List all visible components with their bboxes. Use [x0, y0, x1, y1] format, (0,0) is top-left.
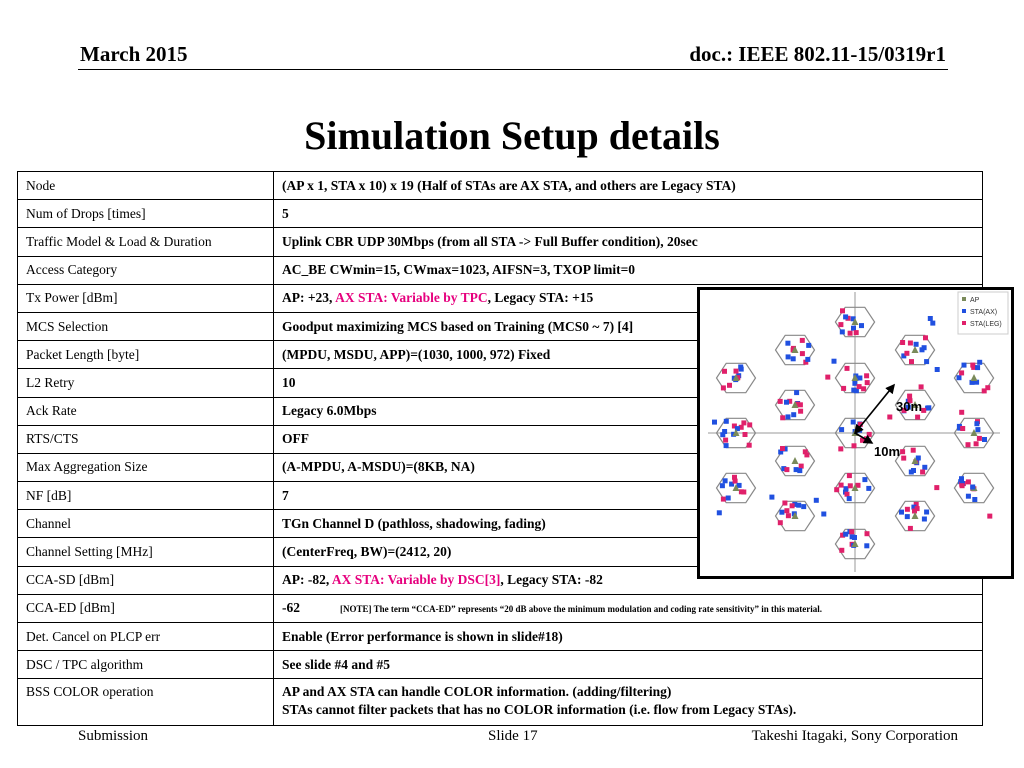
legacy-sta-marker [803, 449, 808, 454]
legacy-sta-marker [919, 384, 924, 389]
ax-sta-marker [791, 356, 796, 361]
legacy-sta-marker [907, 394, 912, 399]
legacy-sta-marker [798, 409, 803, 414]
ax-sta-marker [922, 517, 927, 522]
legacy-sta-marker [721, 497, 726, 502]
legacy-sta-marker [865, 380, 870, 385]
ax-sta-marker [911, 468, 916, 473]
legacy-sta-marker [838, 322, 843, 327]
legacy-sta-marker [845, 366, 850, 371]
legacy-sta-marker [987, 514, 992, 519]
value-text: Legacy 6.0Mbps [282, 403, 377, 419]
legacy-sta-marker [841, 386, 846, 391]
legend-label: AP [970, 297, 980, 304]
ax-sta-marker [720, 483, 725, 488]
ax-sta-marker [779, 510, 784, 515]
legacy-sta-marker [970, 363, 975, 368]
highlight-text: AX STA: Variable by TPC [335, 290, 488, 306]
legend-swatch [962, 321, 966, 325]
ax-sta-marker [935, 367, 940, 372]
param-cell: L2 Retry [18, 369, 274, 397]
ax-sta-marker [717, 510, 722, 515]
legend-label: STA(LEG) [970, 321, 1002, 328]
value-cell [274, 623, 983, 651]
legacy-sta-marker [784, 508, 789, 513]
value-text: TGn Channel D (pathloss, shadowing, fading) [282, 515, 546, 531]
legacy-sta-marker [784, 467, 789, 472]
legacy-sta-marker [908, 526, 913, 531]
legacy-sta-marker [780, 446, 785, 451]
legacy-sta-marker [743, 432, 748, 437]
legacy-sta-marker [861, 386, 866, 391]
value-cell [274, 679, 983, 726]
topology-figure [697, 287, 1014, 579]
ax-sta-marker [905, 514, 910, 519]
param-cell: CCA-ED [dBm] [18, 594, 274, 622]
legacy-sta-marker [854, 330, 859, 335]
header-date: March 2015 [80, 42, 188, 66]
legacy-sta-marker [747, 422, 752, 427]
ap-marker [792, 457, 799, 464]
legacy-sta-marker [905, 507, 910, 512]
value-text: (AP x 1, STA x 10) x 19 (Half of STAs are AX STA, and others are Legacy STA) [282, 177, 736, 193]
ax-sta-marker [712, 420, 717, 425]
ax-sta-marker [785, 341, 790, 346]
legacy-sta-marker [857, 384, 862, 389]
value-text: AP: -82, [282, 572, 332, 588]
legacy-sta-marker [790, 503, 795, 508]
slide-title: Simulation Setup details [304, 113, 720, 158]
ax-sta-marker [928, 316, 933, 321]
ax-sta-marker [724, 419, 729, 424]
footer-slide-number: Slide 17 [488, 728, 538, 744]
ax-sta-marker [840, 329, 845, 334]
ax-sta-marker [794, 467, 799, 472]
legacy-sta-marker [865, 531, 870, 536]
table-row [18, 679, 983, 726]
ax-sta-marker [864, 543, 869, 548]
legacy-sta-marker [915, 415, 920, 420]
ax-sta-marker [720, 432, 725, 437]
ax-sta-marker [914, 342, 919, 347]
legacy-sta-marker [721, 385, 726, 390]
legacy-sta-marker [934, 485, 939, 490]
ax-sta-marker [916, 456, 921, 461]
ax-sta-marker [959, 476, 964, 481]
legacy-sta-marker [747, 443, 752, 448]
ax-sta-marker [924, 510, 929, 515]
value-text: (CenterFreq, BW)=(2412, 20) [282, 544, 452, 560]
legacy-sta-marker [960, 426, 965, 431]
legacy-sta-marker [959, 370, 964, 375]
legacy-sta-marker [960, 483, 965, 488]
value-text: Uplink CBR UDP 30Mbps (from all STA -> Full Buffer condition), 20sec [282, 233, 698, 249]
ax-sta-marker [832, 359, 837, 364]
param-cell: Packet Length [byte] [18, 341, 274, 369]
legacy-sta-marker [741, 420, 746, 425]
legacy-sta-marker [900, 340, 905, 345]
param-cell: Max Aggregation Size [18, 453, 274, 481]
ax-sta-marker [930, 321, 935, 326]
value-text: 10 [282, 374, 296, 390]
ax-sta-marker [924, 359, 929, 364]
value-text: AP and AX STA can handle COLOR information. (adding/filtering) [282, 684, 672, 700]
legacy-sta-marker [798, 402, 803, 407]
ax-sta-marker [786, 354, 791, 359]
param-cell: RTS/CTS [18, 425, 274, 453]
topology-diagram [700, 290, 1011, 576]
legacy-sta-marker [911, 448, 916, 453]
ax-sta-marker [805, 357, 810, 362]
legacy-sta-marker [977, 436, 982, 441]
table-row [18, 623, 983, 651]
ap-marker [912, 346, 919, 353]
ax-sta-marker [821, 512, 826, 517]
value-text: AC_BE CWmin=15, CWmax=1023, AIFSN=3, TXOP limit=0 [282, 262, 636, 278]
ax-sta-marker [806, 343, 811, 348]
legend-label: STA(AX) [970, 309, 998, 316]
ax-sta-marker [862, 477, 867, 482]
table-row [18, 256, 983, 284]
param-cell: Node [18, 172, 274, 200]
value-text: (MPDU, MSDU, APP)=(1030, 1000, 972) Fixed [282, 346, 551, 362]
ax-sta-marker [975, 427, 980, 432]
legacy-sta-marker [966, 442, 971, 447]
ax-sta-marker [957, 375, 962, 380]
ax-sta-marker [857, 376, 862, 381]
ax-sta-marker [926, 405, 931, 410]
ax-sta-marker [786, 414, 791, 419]
header-doc-id: doc.: IEEE 802.11-15/0319r1 [689, 42, 946, 66]
legacy-sta-marker [734, 369, 739, 374]
legacy-sta-marker [848, 483, 853, 488]
ax-sta-marker [922, 465, 927, 470]
ax-sta-marker [739, 367, 744, 372]
param-cell: BSS COLOR operation [18, 679, 274, 726]
legacy-sta-marker [845, 492, 850, 497]
legacy-sta-marker [723, 438, 728, 443]
ax-sta-marker [859, 323, 864, 328]
legacy-sta-marker [923, 335, 928, 340]
legacy-sta-marker [739, 489, 744, 494]
value-cell [274, 651, 983, 679]
legacy-sta-marker [852, 443, 857, 448]
value-cell [274, 200, 983, 228]
note-text: [NOTE] The term “CCA-ED” represents “20 dB above the minimum modulation and coding rate sensitivity” in this material. [340, 604, 823, 615]
ax-sta-marker [851, 420, 856, 425]
param-cell: Ack Rate [18, 397, 274, 425]
ax-sta-marker [801, 504, 806, 509]
table-row [18, 651, 983, 679]
ax-sta-marker [977, 360, 982, 365]
legacy-sta-marker [901, 456, 906, 461]
ax-sta-marker [970, 485, 975, 490]
value-cell [274, 172, 983, 200]
param-cell: NF [dB] [18, 482, 274, 510]
ax-sta-marker [796, 503, 801, 508]
ax-sta-marker [972, 497, 977, 502]
value-cell [274, 256, 983, 284]
ax-sta-marker [899, 510, 904, 515]
param-cell: Det. Cancel on PLCP err [18, 623, 274, 651]
param-cell: Num of Drops [times] [18, 200, 274, 228]
legacy-sta-marker [959, 410, 964, 415]
highlight-text: AX STA: Variable by DSC[3] [331, 572, 501, 588]
legacy-sta-marker [780, 415, 785, 420]
legacy-sta-marker [834, 487, 839, 492]
ax-sta-marker [843, 532, 848, 537]
legacy-sta-marker [974, 441, 979, 446]
footer-author: Takeshi Itagaki, Sony Corporation [751, 728, 958, 744]
param-cell: MCS Selection [18, 312, 274, 340]
value-text: 5 [282, 205, 289, 221]
value-text: AP: +23, [282, 290, 336, 306]
ax-sta-marker [723, 478, 728, 483]
ax-sta-marker [724, 443, 729, 448]
header-rule [78, 69, 948, 70]
ax-sta-marker [922, 345, 927, 350]
ax-sta-marker [962, 363, 967, 368]
legacy-sta-marker [915, 506, 920, 511]
table-row [18, 228, 983, 256]
legacy-sta-marker [864, 373, 869, 378]
legacy-sta-marker [848, 331, 853, 336]
table-row [18, 594, 983, 622]
ax-sta-marker [851, 326, 856, 331]
ax-sta-marker [769, 495, 774, 500]
legacy-sta-marker [782, 501, 787, 506]
ax-sta-marker [975, 365, 980, 370]
value-cell [274, 228, 983, 256]
value-text: (A-MPDU, A-MSDU)=(8KB, NA) [282, 459, 475, 475]
param-cell: Access Category [18, 256, 274, 284]
legacy-sta-marker [909, 359, 914, 364]
legacy-sta-marker [838, 446, 843, 451]
ax-sta-marker [866, 486, 871, 491]
ax-sta-marker [784, 400, 789, 405]
ax-sta-marker [814, 498, 819, 503]
legacy-sta-marker [800, 338, 805, 343]
legacy-sta-marker [839, 548, 844, 553]
legacy-sta-marker [900, 449, 905, 454]
ax-sta-marker [966, 494, 971, 499]
param-cell: Channel [18, 510, 274, 538]
value-text: 7 [282, 487, 289, 503]
legacy-sta-marker [825, 375, 830, 380]
value-text: , Legacy STA: +15 [487, 290, 594, 306]
legacy-sta-marker [966, 479, 971, 484]
distance-10m-label: 10m [874, 444, 901, 459]
legacy-sta-marker [847, 473, 852, 478]
ax-sta-marker [982, 437, 987, 442]
legacy-sta-marker [920, 470, 925, 475]
legacy-sta-marker [867, 432, 872, 437]
legacy-sta-marker [849, 529, 854, 534]
param-cell: Traffic Model & Load & Duration [18, 228, 274, 256]
legend-swatch [962, 297, 966, 301]
value-text: Goodput maximizing MCS based on Training (MCS0 ~ 7) [4] [282, 318, 634, 334]
legacy-sta-marker [732, 475, 737, 480]
ax-sta-marker [791, 412, 796, 417]
footer-submission: Submission [78, 728, 149, 744]
legend-swatch [962, 309, 966, 313]
value-text: -62 [282, 600, 300, 616]
legacy-sta-marker [908, 341, 913, 346]
ap-marker [971, 374, 978, 381]
legacy-sta-marker [727, 383, 732, 388]
ax-sta-marker [850, 534, 855, 539]
param-cell: CCA-SD [dBm] [18, 566, 274, 594]
ax-sta-marker [794, 390, 799, 395]
ax-sta-marker [839, 427, 844, 432]
param-cell: DSC / TPC algorithm [18, 651, 274, 679]
legacy-sta-marker [904, 351, 909, 356]
legacy-sta-marker [800, 351, 805, 356]
legacy-sta-marker [799, 464, 804, 469]
table-row [18, 172, 983, 200]
param-cell: Tx Power [dBm] [18, 284, 274, 312]
ax-sta-marker [843, 314, 848, 319]
ax-sta-marker [726, 496, 731, 501]
distance-30m-label: 30m [896, 399, 923, 414]
value-cell [274, 594, 983, 622]
value-text: , Legacy STA: -82 [500, 572, 603, 588]
legacy-sta-marker [840, 308, 845, 313]
legacy-sta-marker [778, 399, 783, 404]
legacy-sta-marker [722, 369, 727, 374]
legacy-sta-marker [839, 483, 844, 488]
legacy-sta-marker [778, 520, 783, 525]
value-text: STAs cannot filter packets that has no COLOR information (i.e. flow from Legacy STAs). [282, 702, 797, 718]
value-text: Enable (Error performance is shown in slide#18) [282, 628, 563, 644]
legacy-sta-marker [786, 513, 791, 518]
ax-sta-marker [974, 421, 979, 426]
legacy-sta-marker [887, 415, 892, 420]
legacy-sta-marker [982, 388, 987, 393]
ax-sta-marker [847, 496, 852, 501]
param-cell: Channel Setting [MHz] [18, 538, 274, 566]
value-text: See slide #4 and #5 [282, 656, 391, 672]
table-row [18, 200, 983, 228]
value-text: OFF [282, 431, 309, 447]
